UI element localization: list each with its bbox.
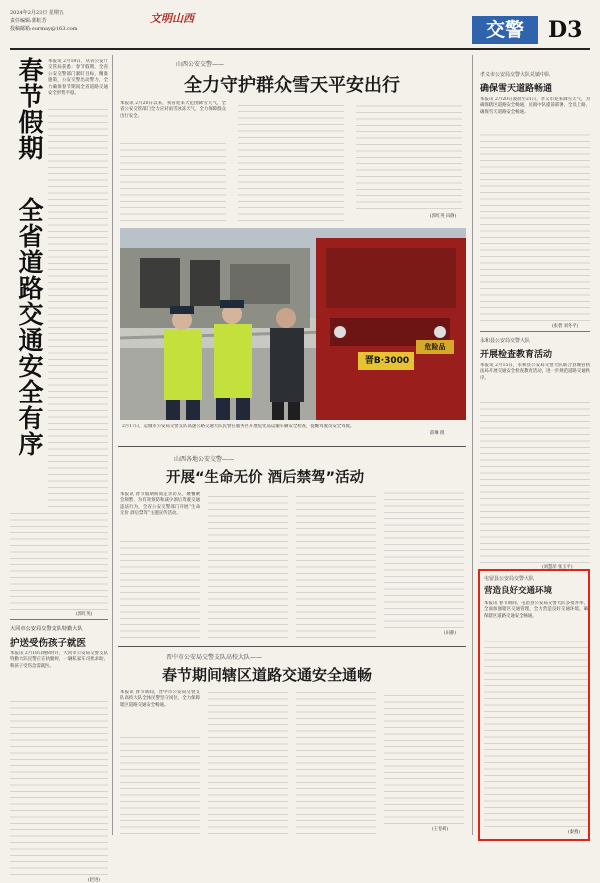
- masthead: [10, 10, 590, 46]
- mid-story-kicker: 山西各地公安交警——: [174, 456, 235, 463]
- left-story2-title: 大同市公安局交警支队特勤大队: [10, 626, 83, 632]
- r3-kicker: 屯留县公安局交警大队: [484, 576, 535, 582]
- main-story-byline: (郭红英 田静): [430, 214, 457, 219]
- newspaper-logo: 文明山西: [150, 12, 194, 25]
- bottom-story-body-col3: [296, 690, 376, 834]
- mid-story-title: 开展“生命无价 酒后禁驾”活动: [166, 470, 365, 486]
- r2-title: 开展检查教育活动: [480, 350, 553, 360]
- bottom-story-rule: [118, 646, 466, 647]
- right-column: [478, 55, 592, 840]
- main-story-title: 全力守护群众雪天平安出行: [184, 75, 400, 96]
- photo-caption: 2月17日，运城市公安局交警支队高速公路交通大队民警在服务区开展危化品运输车辆安全检查，提醒驾驶员安全驾驶。: [122, 424, 355, 429]
- bottom-story-title: 春节期间辖区道路交通安全通畅: [162, 666, 373, 684]
- r2-byline: (刘慧萍 张玉平): [542, 565, 573, 570]
- section-tag-label: 交警: [485, 19, 524, 41]
- main-story-kicker: 山西公安交警——: [176, 61, 225, 68]
- r2-kicker: 永和县公安局交警大队: [480, 338, 531, 344]
- left-divider: [10, 619, 108, 620]
- left-story-byline: (郭红英): [76, 612, 93, 617]
- truck-plate: 晋B·3000: [364, 356, 410, 366]
- main-story-body-col1: [120, 141, 226, 221]
- date-line: 2024年2月23日 星期五: [10, 10, 64, 16]
- bottom-story-byline: (王卷莉): [432, 827, 449, 832]
- section-tag: [472, 16, 538, 44]
- r1-title: 确保雪天道路畅通: [480, 84, 553, 94]
- bottom-story-lead: 本报讯 春节期间，晋中市公安局交警支队高校大队全体民警坚守岗位，全力保障辖区道路交通安全畅通。: [120, 690, 200, 708]
- header-rule: [10, 48, 590, 50]
- main-story-lead: 本报讯 2月20日以来，我省迎来大范围降雪天气，全省公安交管部门全力应对雨雪冰冻天气，全力保障群众出行安全。: [120, 101, 226, 119]
- mid-story-body-col1: [120, 538, 200, 638]
- left-story2-byline: (赵进): [88, 878, 100, 883]
- mid-story-body-col4: [384, 492, 464, 628]
- left-story2-subtitle: 护送受伤孩子就医: [10, 638, 87, 649]
- photo-credit: 薛琳 摄: [430, 431, 445, 436]
- news-photo: [120, 228, 466, 420]
- r3-byline: (秦燕): [568, 830, 580, 835]
- mid-story: [118, 446, 466, 642]
- main-story: [118, 55, 466, 225]
- main-story-body-col3: [356, 101, 462, 209]
- left-vertical-title-1: 春节假期: [15, 57, 44, 161]
- hazard-sign: 危险品: [424, 343, 446, 351]
- mid-story-body-col2: [208, 492, 288, 638]
- left-story-body-full: [10, 510, 108, 610]
- r1-lead: 本报讯 2月20日凌晨至21日，孝义市迎来降雪天气，为确保辖区道路安全畅通，兑镇中队提前部署，全员上路，确保雪天道路安全畅通。: [480, 97, 590, 115]
- bottom-story: [118, 646, 466, 836]
- r1-body: [480, 131, 590, 321]
- left-column: [10, 55, 110, 883]
- editor-line: 责任编辑:郭虹芳: [10, 18, 47, 24]
- r3-lead: 本报讯 春节期间，屯留县公安局交警大队多措并举，全面加强辖区交通管理，全力营造良好交通环境，确保辖区道路交通安全畅通。: [484, 601, 588, 619]
- bottom-story-body-col1: [120, 736, 200, 834]
- r3-title: 营造良好交通环境: [484, 586, 553, 596]
- highlighted-story-box: [478, 569, 590, 841]
- bottom-story-kicker: 晋中市公安局交警支队高校大队——: [166, 654, 263, 661]
- bottom-story-body-col2: [208, 690, 288, 834]
- left-story-body: [48, 107, 108, 507]
- r2-lead: 本报讯 2月15日，永和县公安局交警大队联合县城管执法局开展交通安全检查教育活动，进一步规范道路交通秩序。: [480, 363, 590, 381]
- left-story2-lead: 本报讯 2月18日晚8时许，大同市公安局交警支队特勤大队民警正在执勤时，一辆私家车司机求助，称孩子受伤急需就医。: [10, 651, 108, 669]
- r3-body: [484, 641, 588, 827]
- mid-story-rule: [118, 446, 466, 447]
- mid-story-byline: (田静): [444, 631, 456, 636]
- mid-story-lead: 本报讯 春节假期期间走亲访友、聚餐聚会频繁，为有效预防和减少酒后驾驶交通违法行为，全省公安交警部门开展“生命无价 酒后禁驾”主题宣传活动。: [120, 492, 200, 517]
- bottom-story-body-col4: [384, 690, 464, 824]
- left-story2-body: [10, 697, 108, 875]
- left-story-lead: 本报讯 2月18日，从省公安厅交管局获悉：春节假期，全省公安交警部门紧盯目标，精准施策，公安交警出动警力，全力确保春节期间全省道路交通安全形势平稳。: [48, 59, 108, 97]
- page-number: D3: [548, 17, 583, 43]
- col-separator-2: [472, 55, 473, 835]
- r2-body: [480, 397, 590, 563]
- r1-kicker: 孝义市公安局交警大队兑镇中队: [480, 72, 551, 78]
- email-line: 投稿邮箱:ourmay@163.com: [10, 26, 78, 32]
- r1-divider: [480, 331, 590, 332]
- mid-story-body-col3: [296, 492, 376, 638]
- r1-byline: (张碧 刘冬平): [552, 324, 579, 329]
- main-story-body-col2: [238, 101, 344, 221]
- left-vertical-title-2: 全省道路交通安全有序: [15, 197, 44, 457]
- col-separator-1: [112, 55, 113, 835]
- photo-illustration: [120, 228, 466, 420]
